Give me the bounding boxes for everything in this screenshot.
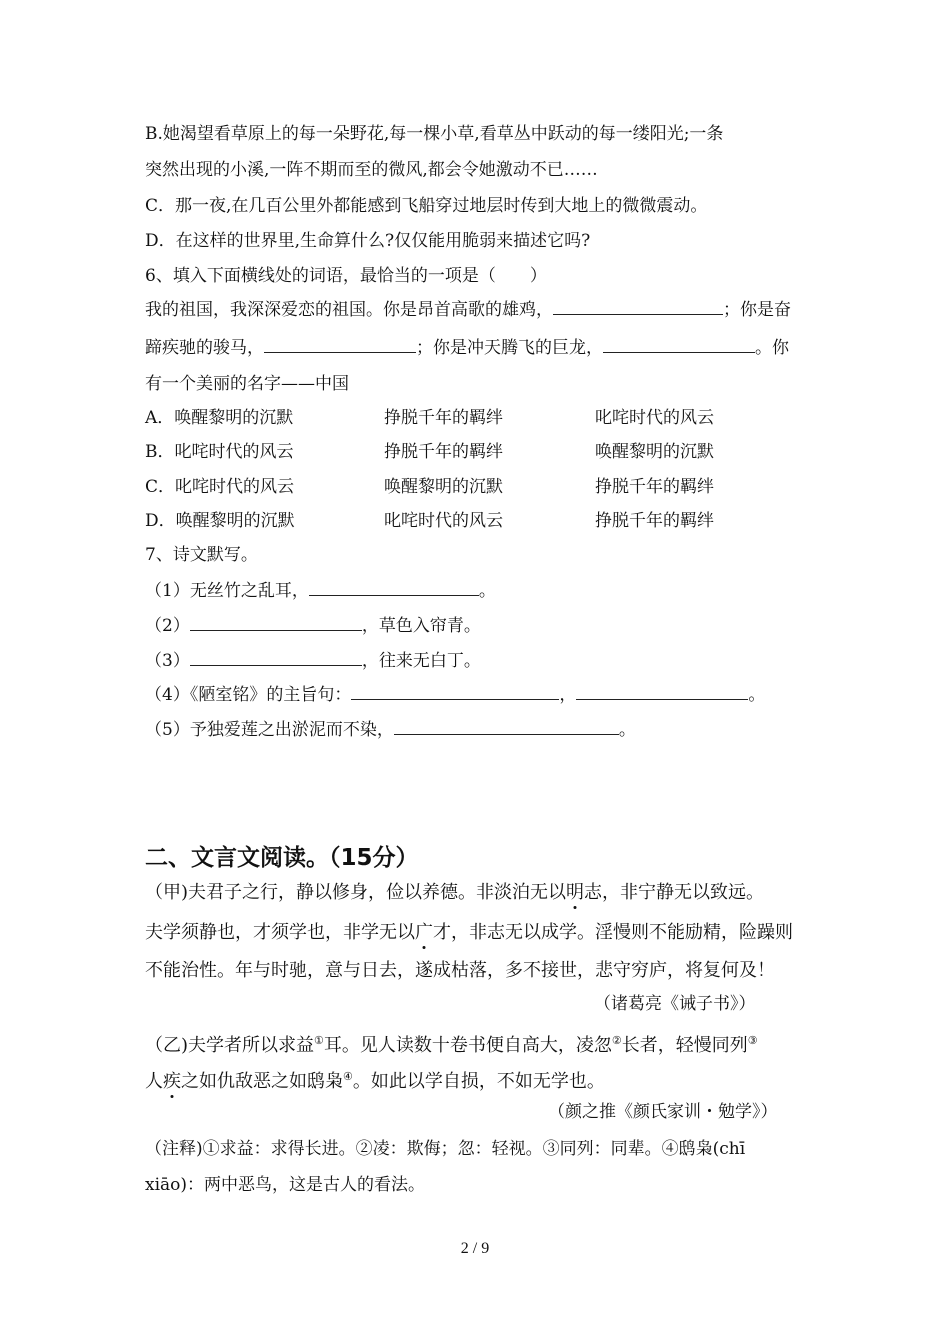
q6-option-b-col2: 挣脱千年的羁绊 (384, 442, 503, 462)
passage-yi-line1: （乙)夫学者所以求益①耳。见人读数十卷书便自高大，凌忽②长者，轻慢同列③ (145, 1034, 758, 1056)
notes-line2: xiāo)：两中恶鸟，这是古人的看法。 (145, 1175, 426, 1195)
answer-blank[interactable] (190, 615, 362, 631)
passage-jia-source: （诸葛亮《诫子书》） (594, 994, 756, 1014)
q5-option-b-line1: B.她渴望看草原上的每一朵野花,每一棵小草,看草丛中跃动的每一缕阳光;一条 (145, 124, 724, 144)
q5-option-d: D．在这样的世界里,生命算什么?仅仅能用脆弱来描述它吗? (145, 231, 591, 251)
passage-yi-line2: 人疾之如仇敌恶之如鸱枭④。如此以学自损，不如无学也。 (145, 1070, 605, 1092)
passage-jia-line1: （甲)夫君子之行，静以修身，俭以养德。非淡泊无以明志，非宁静无以致远。 (145, 882, 765, 903)
q6-option-b-col1: B．叱咤时代的风云 (145, 442, 294, 462)
q6-option-b-col3: 唤醒黎明的沉默 (595, 442, 714, 462)
passage-jia-line2: 夫学须静也，才须学也，非学无以广才，非志无以成学。淫慢则不能励精，险躁则 (145, 922, 793, 943)
page-number: 2 / 9 (460, 1240, 490, 1257)
q5-option-c: C．那一夜,在几百公里外都能感到飞船穿过地层时传到大地上的微微震动。 (145, 196, 708, 216)
q6-stem: 6、填入下面横线处的词语，最恰当的一项是（ ） (145, 266, 547, 286)
answer-blank[interactable] (264, 337, 416, 353)
notes-line1: （注释)①求益：求得长进。②凌：欺侮；忽：轻视。③同列：同辈。④鸱枭(chī (145, 1139, 746, 1159)
q7-stem: 7、诗文默写。 (145, 545, 258, 565)
q7-item-1: （1）无丝竹之乱耳， 。 (145, 581, 496, 601)
emphasized-char: 疾 (163, 1071, 181, 1092)
answer-blank[interactable] (309, 580, 479, 596)
answer-blank[interactable] (190, 650, 362, 666)
passage-yi-source: （颜之推《颜氏家训・勉学》） (548, 1102, 778, 1122)
q6-option-d-col3: 挣脱千年的羁绊 (595, 511, 714, 531)
emphasized-char: 明 (566, 882, 585, 903)
answer-blank[interactable] (394, 719, 619, 735)
q7-item-5: （5）予独爱莲之出淤泥而不染， 。 (145, 720, 636, 740)
q6-option-a-col3: 叱咤时代的风云 (595, 408, 714, 428)
q6-option-d-col1: D．唤醒黎明的沉默 (145, 511, 295, 531)
q6-passage-line2: 蹄疾驰的骏马， ；你是冲天腾飞的巨龙， 。你 (145, 338, 789, 358)
q6-passage-line1: 我的祖国，我深深爱恋的祖国。你是昂首高歌的雄鸡， ；你是奋 (145, 300, 791, 320)
emphasized-char: 广 (415, 922, 433, 943)
q5-option-b-line2: 突然出现的小溪,一阵不期而至的微风,都会令她激动不已…… (145, 160, 598, 180)
answer-blank[interactable] (603, 337, 755, 353)
q6-option-c-col1: C．叱咤时代的风云 (145, 477, 295, 497)
q7-item-2: （2） ，草色入帘青。 (145, 616, 481, 636)
answer-blank[interactable] (553, 299, 723, 315)
q6-passage-line3: 有一个美丽的名字——中国 (145, 374, 349, 394)
q6-option-c-col3: 挣脱千年的羁绊 (595, 477, 714, 497)
answer-blank[interactable] (351, 684, 559, 700)
section-2-heading: 二、文言文阅读。（15分） (145, 845, 419, 871)
q7-item-3: （3） ，往来无白丁。 (145, 651, 481, 671)
q6-option-a-col2: 挣脱千年的羁绊 (384, 408, 503, 428)
passage-jia-line3: 不能治性。年与时驰，意与日去，遂成枯落，多不接世，悲守穷庐，将复何及！ (145, 960, 775, 981)
q6-option-d-col2: 叱咤时代的风云 (384, 511, 503, 531)
q6-option-c-col2: 唤醒黎明的沉默 (384, 477, 503, 497)
q7-item-4: （4）《陋室铭》的主旨句： ， 。 (145, 685, 766, 705)
answer-blank[interactable] (576, 684, 748, 700)
q6-option-a-col1: A．唤醒黎明的沉默 (145, 408, 294, 428)
